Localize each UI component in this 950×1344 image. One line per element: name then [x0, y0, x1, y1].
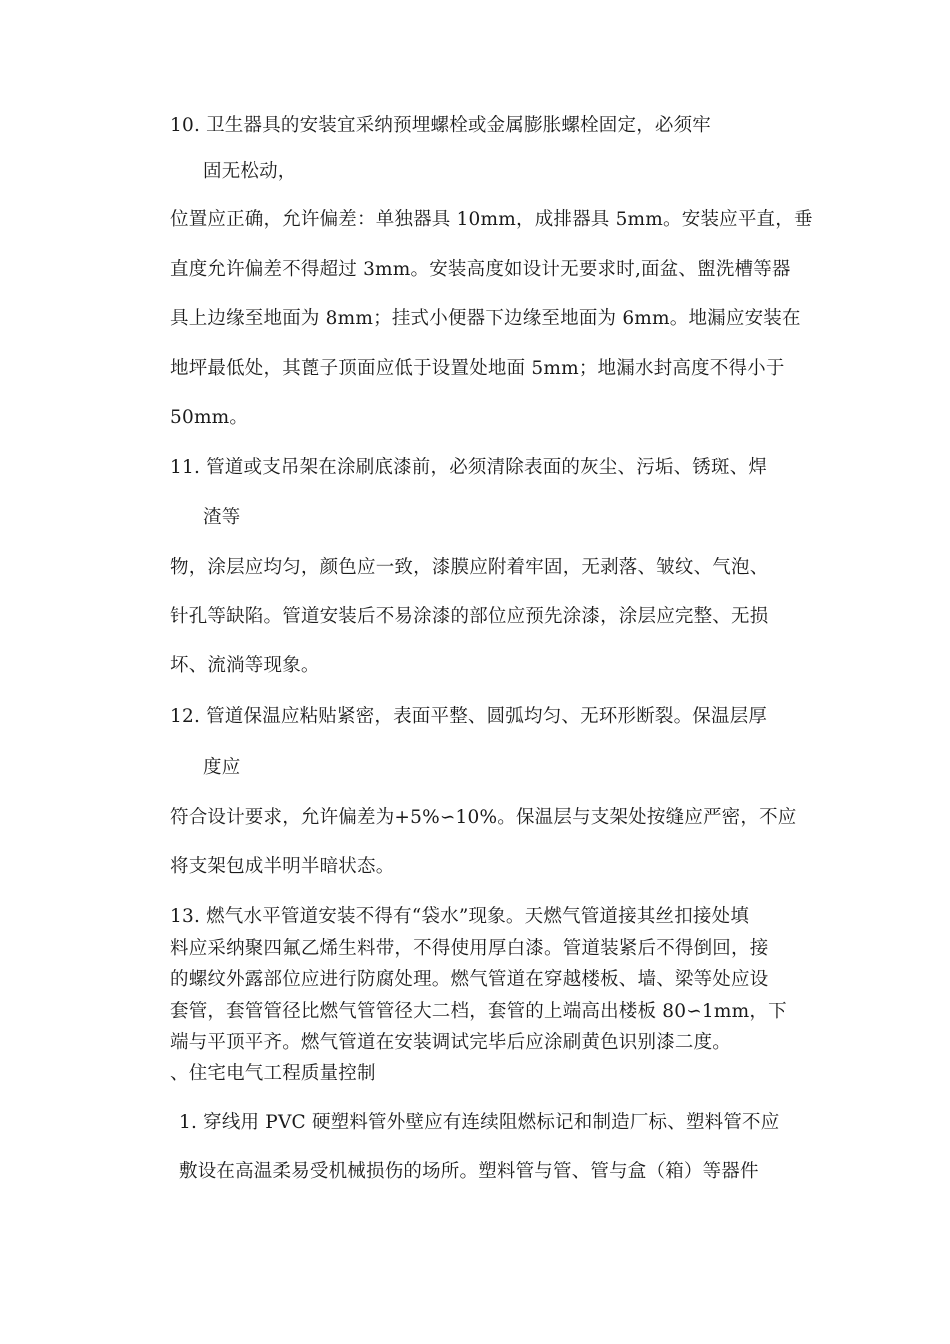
- item-11-line-5: 坏、流淌等现象。: [170, 655, 320, 676]
- item-11-line-2: 渣等: [203, 507, 241, 528]
- item-12-line-2: 度应: [203, 757, 241, 778]
- item-11-line-4: 针孔等缺陷。管道安装后不易涂漆的部位应预先涂漆，涂层应完整、无损: [170, 606, 769, 627]
- item-10-line-7: 50mm。: [170, 407, 249, 428]
- item-10-line-4: 直度允许偏差不得超过 3mm。安装高度如设计无要求时,面盆、盥洗槽等器: [170, 259, 791, 280]
- item-13-line-3: 的螺纹外露部位应进行防腐处理。燃气管道在穿越楼板、墙、梁等处应设: [170, 969, 769, 990]
- item-13-line-4: 套管，套管管径比燃气管管径大二档，套管的上端高出楼板 80∽1mm，下: [170, 1001, 787, 1022]
- electrical-item-1-line-2: 敷设在高温柔易受机械损伤的场所。塑料管与管、管与盒（箱）等器件: [179, 1161, 759, 1182]
- item-10-line-1: 10. 卫生器具的安装宜采纳预埋螺栓或金属膨胀螺栓固定，必须牢: [170, 115, 712, 136]
- item-10-line-3: 位置应正确，允许偏差：单独器具 10mm，成排器具 5mm。安装应平直，垂: [170, 209, 813, 230]
- item-12-line-4: 将支架包成半明半暗状态。: [170, 856, 395, 877]
- item-13-line-2: 料应采纳聚四氟乙烯生料带，不得使用厚白漆。管道装紧后不得倒回，接: [170, 938, 769, 959]
- item-12-line-1: 12. 管道保温应粘贴紧密，表面平整、圆弧均匀、无环形断裂。保温层厚: [170, 706, 768, 727]
- item-10-line-6: 地坪最低处，其蓖子顶面应低于设置处地面 5mm；地漏水封高度不得小于: [170, 358, 785, 379]
- item-11-line-1: 11. 管道或支吊架在涂刷底漆前，必须清除表面的灰尘、污垢、锈斑、焊: [170, 457, 768, 478]
- section-heading-electrical: 、住宅电气工程质量控制: [170, 1063, 376, 1084]
- item-11-line-3: 物，涂层应均匀，颜色应一致，漆膜应附着牢固，无剥落、皱纹、气泡、: [170, 557, 769, 578]
- item-13-line-5: 端与平顶平齐。燃气管道在安装调试完毕后应涂刷黄色识别漆二度。: [170, 1032, 732, 1053]
- item-13-line-1: 13. 燃气水平管道安装不得有“袋水”现象。天燃气管道接其丝扣接处填: [170, 906, 750, 927]
- item-12-line-3: 符合设计要求，允许偏差为+5%∽10%。保温层与支架处按缝应严密，不应: [170, 807, 797, 828]
- item-10-line-5: 具上边缘至地面为 8mm；挂式小便器下边缘至地面为 6mm。地漏应安装在: [170, 308, 801, 329]
- electrical-item-1-line-1: 1. 穿线用 PVC 硬塑料管外壁应有连续阻燃标记和制造厂标、塑料管不应: [179, 1112, 780, 1133]
- item-10-line-2: 固无松动，: [203, 161, 297, 182]
